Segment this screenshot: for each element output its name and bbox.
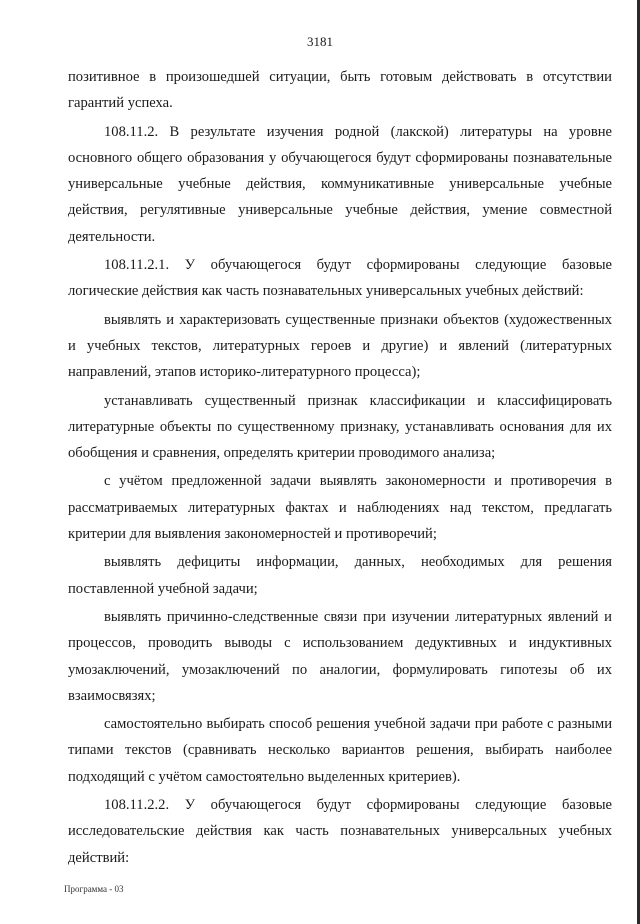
list-item-identify-features: выявлять и характеризовать существенные признаки объектов (художественных и учебных текстов, литературных героев и другие) и явлений (литературных направлений, этапов историко-литературного процесса); — [68, 311, 612, 381]
paragraph-108-11-2-2: 108.11.2.2. У обучающегося будут сформированы следующие базовые исследовательские действия как часть познавательных универсальных учебных действий: — [68, 797, 612, 866]
list-item-patterns: с учётом предложенной задачи выявлять закономерности и противоречия в рассматриваемых литературных фактах и наблюдениях над текстом, предлагать критерии для выявления закономерностей и противоречий; — [68, 473, 612, 543]
page-number: 3181 — [307, 34, 333, 49]
list-item-solution-method: самостоятельно выбирать способ решения учебной задачи при работе с разными типами текстов (сравнивать несколько вариантов решения, выбирать наиболее подходящий с учётом самостоятельно выделенных критериев). — [68, 716, 612, 785]
list-item-information-deficits: выявлять дефициты информации, данных, необходимых для решения поставленной учебной задачи; — [68, 554, 612, 597]
paragraph-108-11-2: 108.11.2. В результате изучения родной (лакской) литературы на уровне основного общего образования у обучающегося будут сформированы познавательные универсальные учебные действия, коммуникативные универсальные учебные действия, регулятивные универсальные учебные действия, умение совместной деятельности. — [68, 123, 612, 245]
paragraph-continuation: позитивное в произошедшей ситуации, быть готовым действовать в отсутствии гарантий успеха. — [68, 69, 612, 112]
footer-label: Программа - 03 — [64, 884, 124, 894]
list-item-causal-links: выявлять причинно-следственные связи при изучении литературных явлений и процессов, проводить выводы с использованием дедуктивных и индуктивных умозаключений, умозаключений по аналогии, формулировать гипотезы об их взаимосвязях; — [68, 608, 612, 704]
list-item-classify: устанавливать существенный признак классификации и классифицировать литературные объекты по существенному признаку, устанавливать основания для их обобщения и сравнения, определять критерии проводимого анализа; — [68, 392, 612, 462]
paragraph-108-11-2-1: 108.11.2.1. У обучающегося будут сформированы следующие базовые логические действия как часть познавательных универсальных учебных действий: — [68, 257, 612, 300]
document-body — [68, 64, 612, 871]
